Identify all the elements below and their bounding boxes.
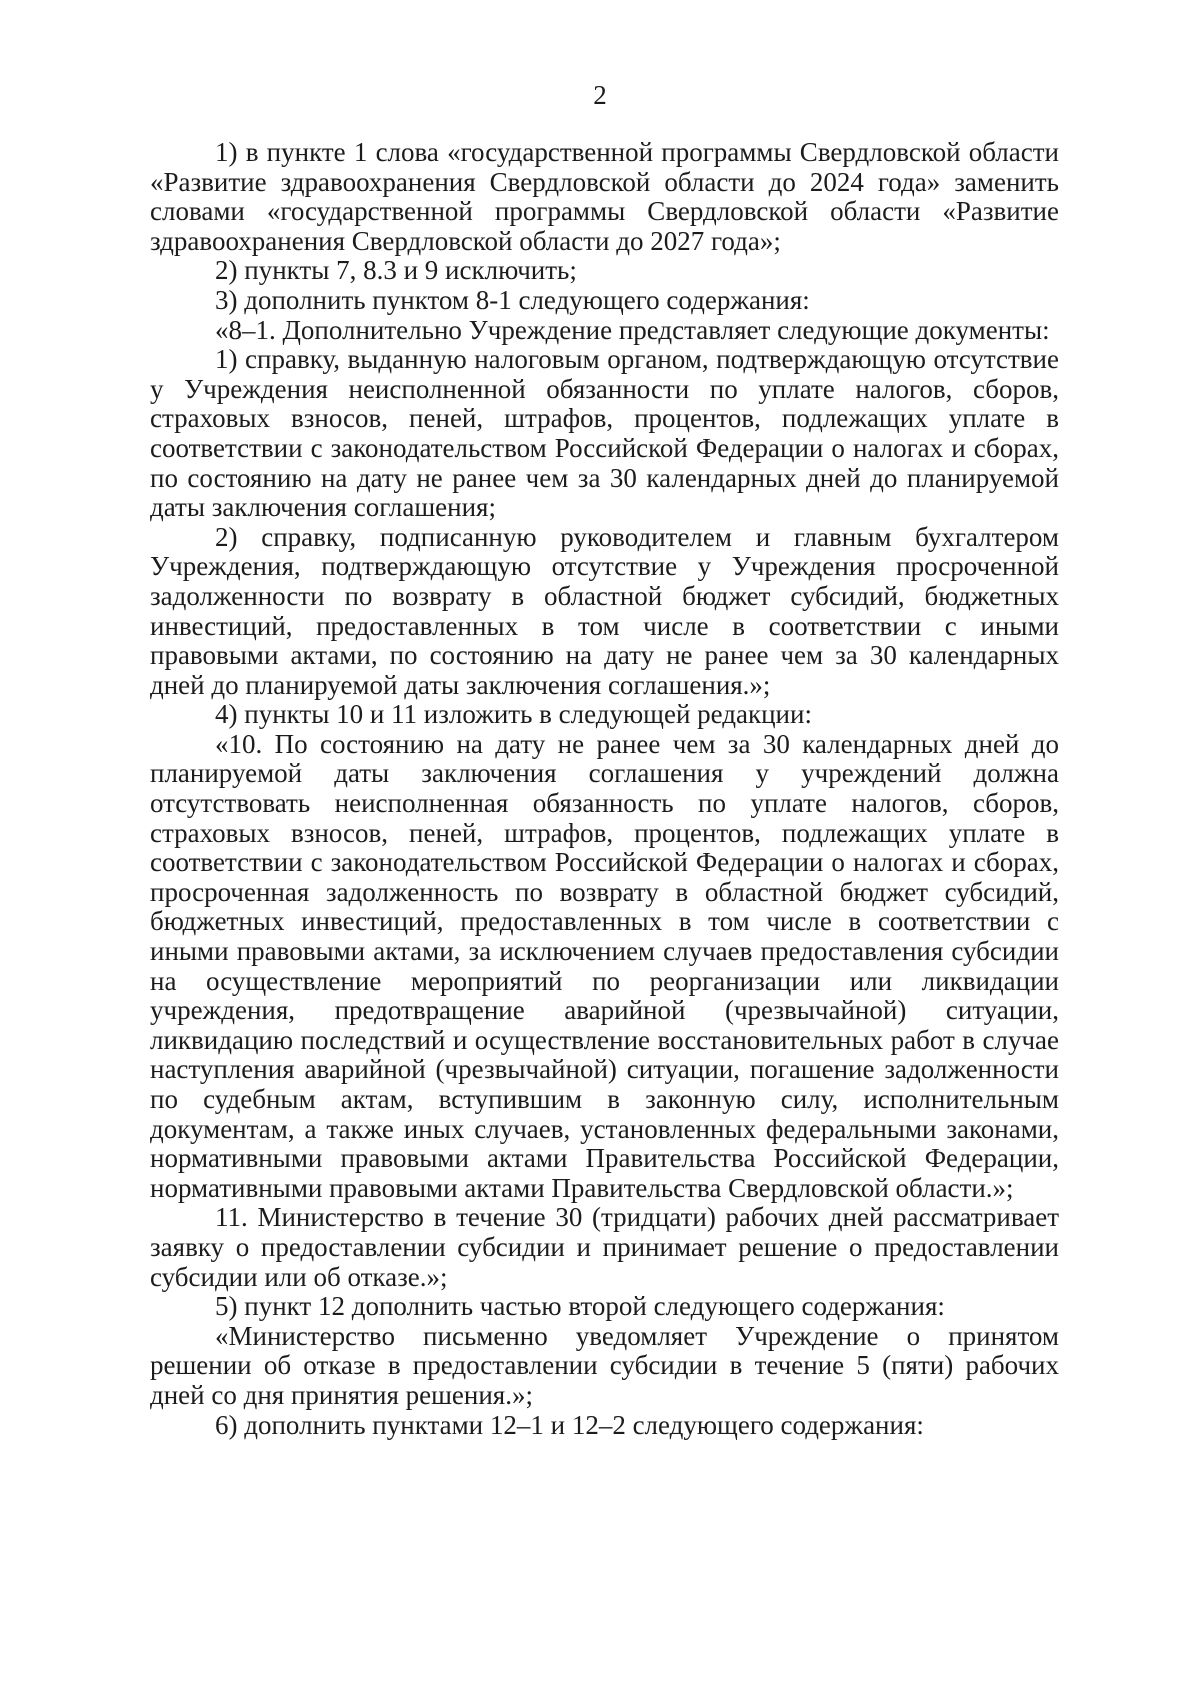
paragraph-item-3: 3) дополнить пунктом 8-1 следующего содержания:	[215, 284, 810, 315]
paragraph-item-2: 2) пункты 7, 8.3 и 9 исключить;	[215, 255, 577, 286]
paragraph-item-6: 6) дополнить пунктами 12–1 и 12–2 следующего содержания:	[215, 1409, 924, 1440]
paragraph-item-1: 1) в пункте 1 слова «государственной программы Свердловской области «Развитие здравоохранения Свердловской области до 2024 года» заменить словами «государственной программы Свердловской области «Развитие здравоохранения Свердловской области до 2027 года»;	[150, 137, 1059, 256]
paragraph-10: «10. По состоянию на дату не ранее чем за 30 календарных дней до планируемой даты заключения соглашения у учреждений должна отсутствовать неисполненная обязанность по уплате налогов, сборов, страховых взносов, пеней, штрафов, процентов, подлежащих уплате в соответствии с законодательством Российской Федерации о налогах и сборах, просроченная задолженность по возврату в областной бюджет субсидий, бюджетных инвестиций, предоставленных в том числе в соответствии с иными правовыми актами, за исключением случаев предоставления субсидии на осуществление мероприятий по реорганизации или ликвидации учреждения, предотвращение аварийной (чрезвычайной) ситуации, ликвидацию последствий и осуществление восстановительных работ в случае наступления аварийной (чрезвычайной) ситуации, погашение задолженности по судебным актам, вступившим в законную силу, исполнительным документам, а также иных случаев, установленных федеральными законами, нормативными правовыми актами Правительства Российской Федерации, нормативными правовыми актами Правительства Свердловской области.»;	[150, 728, 1059, 1203]
paragraph-8-1-item-1: 1) справку, выданную налоговым органом, подтверждающую отсутствие у Учреждения неисполненной обязанности по уплате налогов, сборов, страховых взносов, пеней, штрафов, процентов, подлежащих уплате в соответствии с законодательством Российской Федерации о налогах и сборах, по состоянию на дату не ранее чем за 30 календарных дней до планируемой даты заключения соглашения;	[150, 344, 1059, 523]
paragraph-item-4: 4) пункты 10 и 11 изложить в следующей редакции:	[215, 699, 812, 730]
paragraph-11: 11. Министерство в течение 30 (тридцати) рабочих дней рассматривает заявку о предоставлении субсидии и принимает решение о предоставлении субсидии или об отказе.»;	[150, 1202, 1059, 1292]
paragraph-8-1-intro: «8–1. Дополнительно Учреждение представляет следующие документы:	[215, 314, 1050, 345]
paragraph-item-5: 5) пункт 12 дополнить частью второй следующего содержания:	[215, 1291, 945, 1322]
paragraph-8-1-item-2: 2) справку, подписанную руководителем и главным бухгалтером Учреждения, подтверждающую отсутствие у Учреждения просроченной задолженности по возврату в областной бюджет субсидий, бюджетных инвестиций, предоставленных в том числе в соответствии с иными правовыми актами, по состоянию на дату не ранее чем за 30 календарных дней до планируемой даты заключения соглашения.»;	[150, 521, 1059, 700]
page-number: 2	[593, 80, 607, 110]
paragraph-12-part-2: «Министерство письменно уведомляет Учреждение о принятом решении об отказе в предоставлении субсидии в течение 5 (пяти) рабочих дней со дня принятия решения.»;	[150, 1320, 1059, 1410]
document-body	[150, 138, 1059, 1440]
